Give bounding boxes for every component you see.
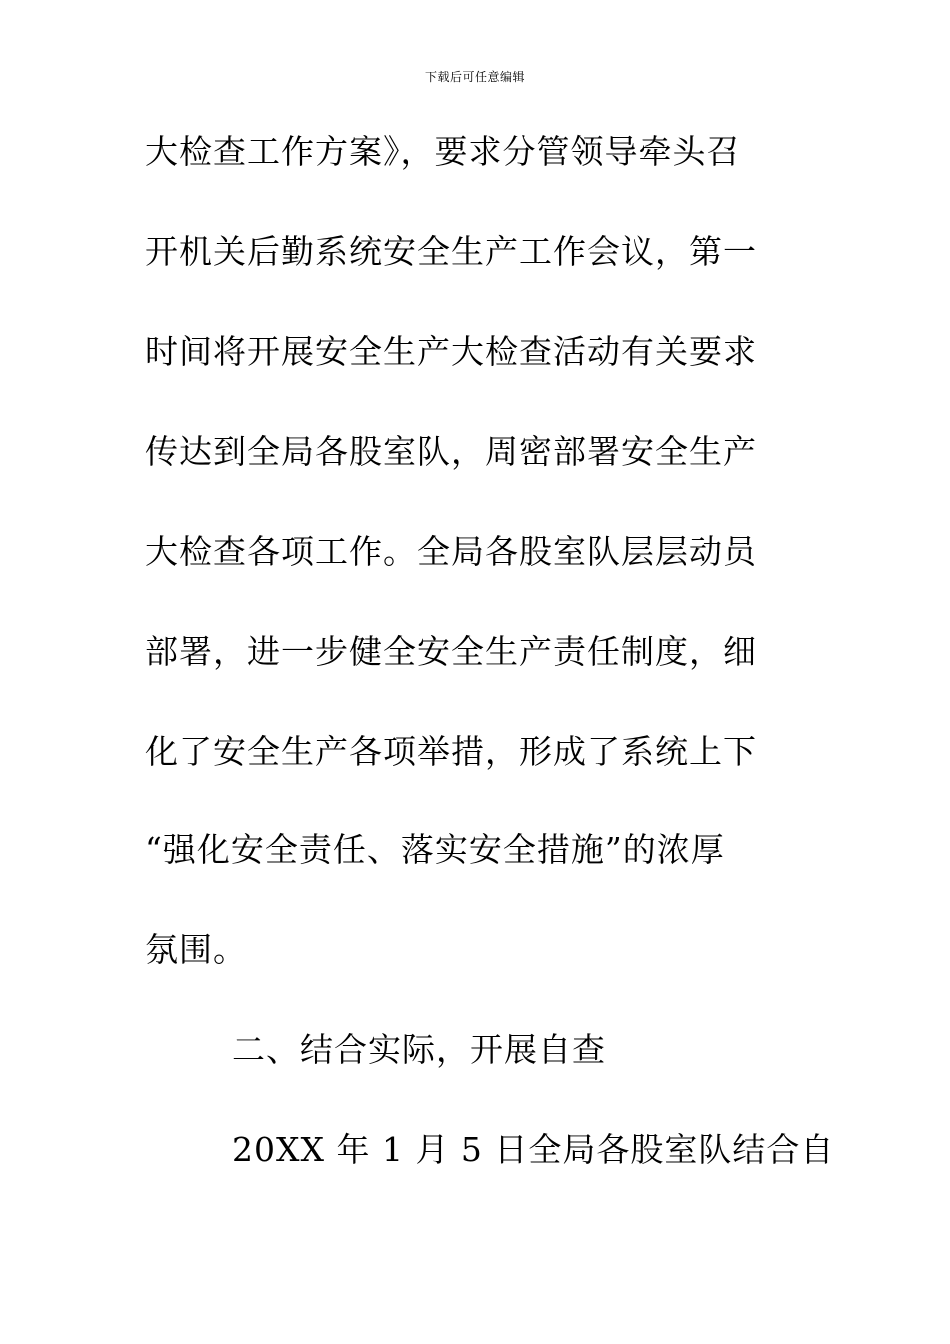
paragraph-line: “强化安全责任、落实安全措施”的浓厚 bbox=[145, 830, 725, 869]
section-heading: 二、结合实际，开展自查 bbox=[232, 1030, 606, 1069]
paragraph-line: 开机关后勤系统安全生产工作会议，第一 bbox=[145, 232, 757, 271]
paragraph-line: 化了安全生产各项举措，形成了系统上下 bbox=[145, 732, 757, 771]
paragraph-line: 传达到全局各股室队，周密部署安全生产 bbox=[145, 432, 757, 471]
paragraph-line: 氛围。 bbox=[145, 930, 247, 969]
page-header: 下载后可任意编辑 bbox=[424, 70, 525, 84]
paragraph-line: 20XX 年 1 月 5 日全局各股室队结合自 bbox=[232, 1130, 835, 1169]
paragraph-line: 大检查各项工作。全局各股室队层层动员 bbox=[145, 532, 757, 571]
paragraph-line: 大检查工作方案》，要求分管领导牵头召 bbox=[145, 132, 741, 171]
paragraph-line: 部署，进一步健全安全生产责任制度，细 bbox=[145, 632, 757, 671]
paragraph-line: 时间将开展安全生产大检查活动有关要求 bbox=[145, 332, 757, 371]
